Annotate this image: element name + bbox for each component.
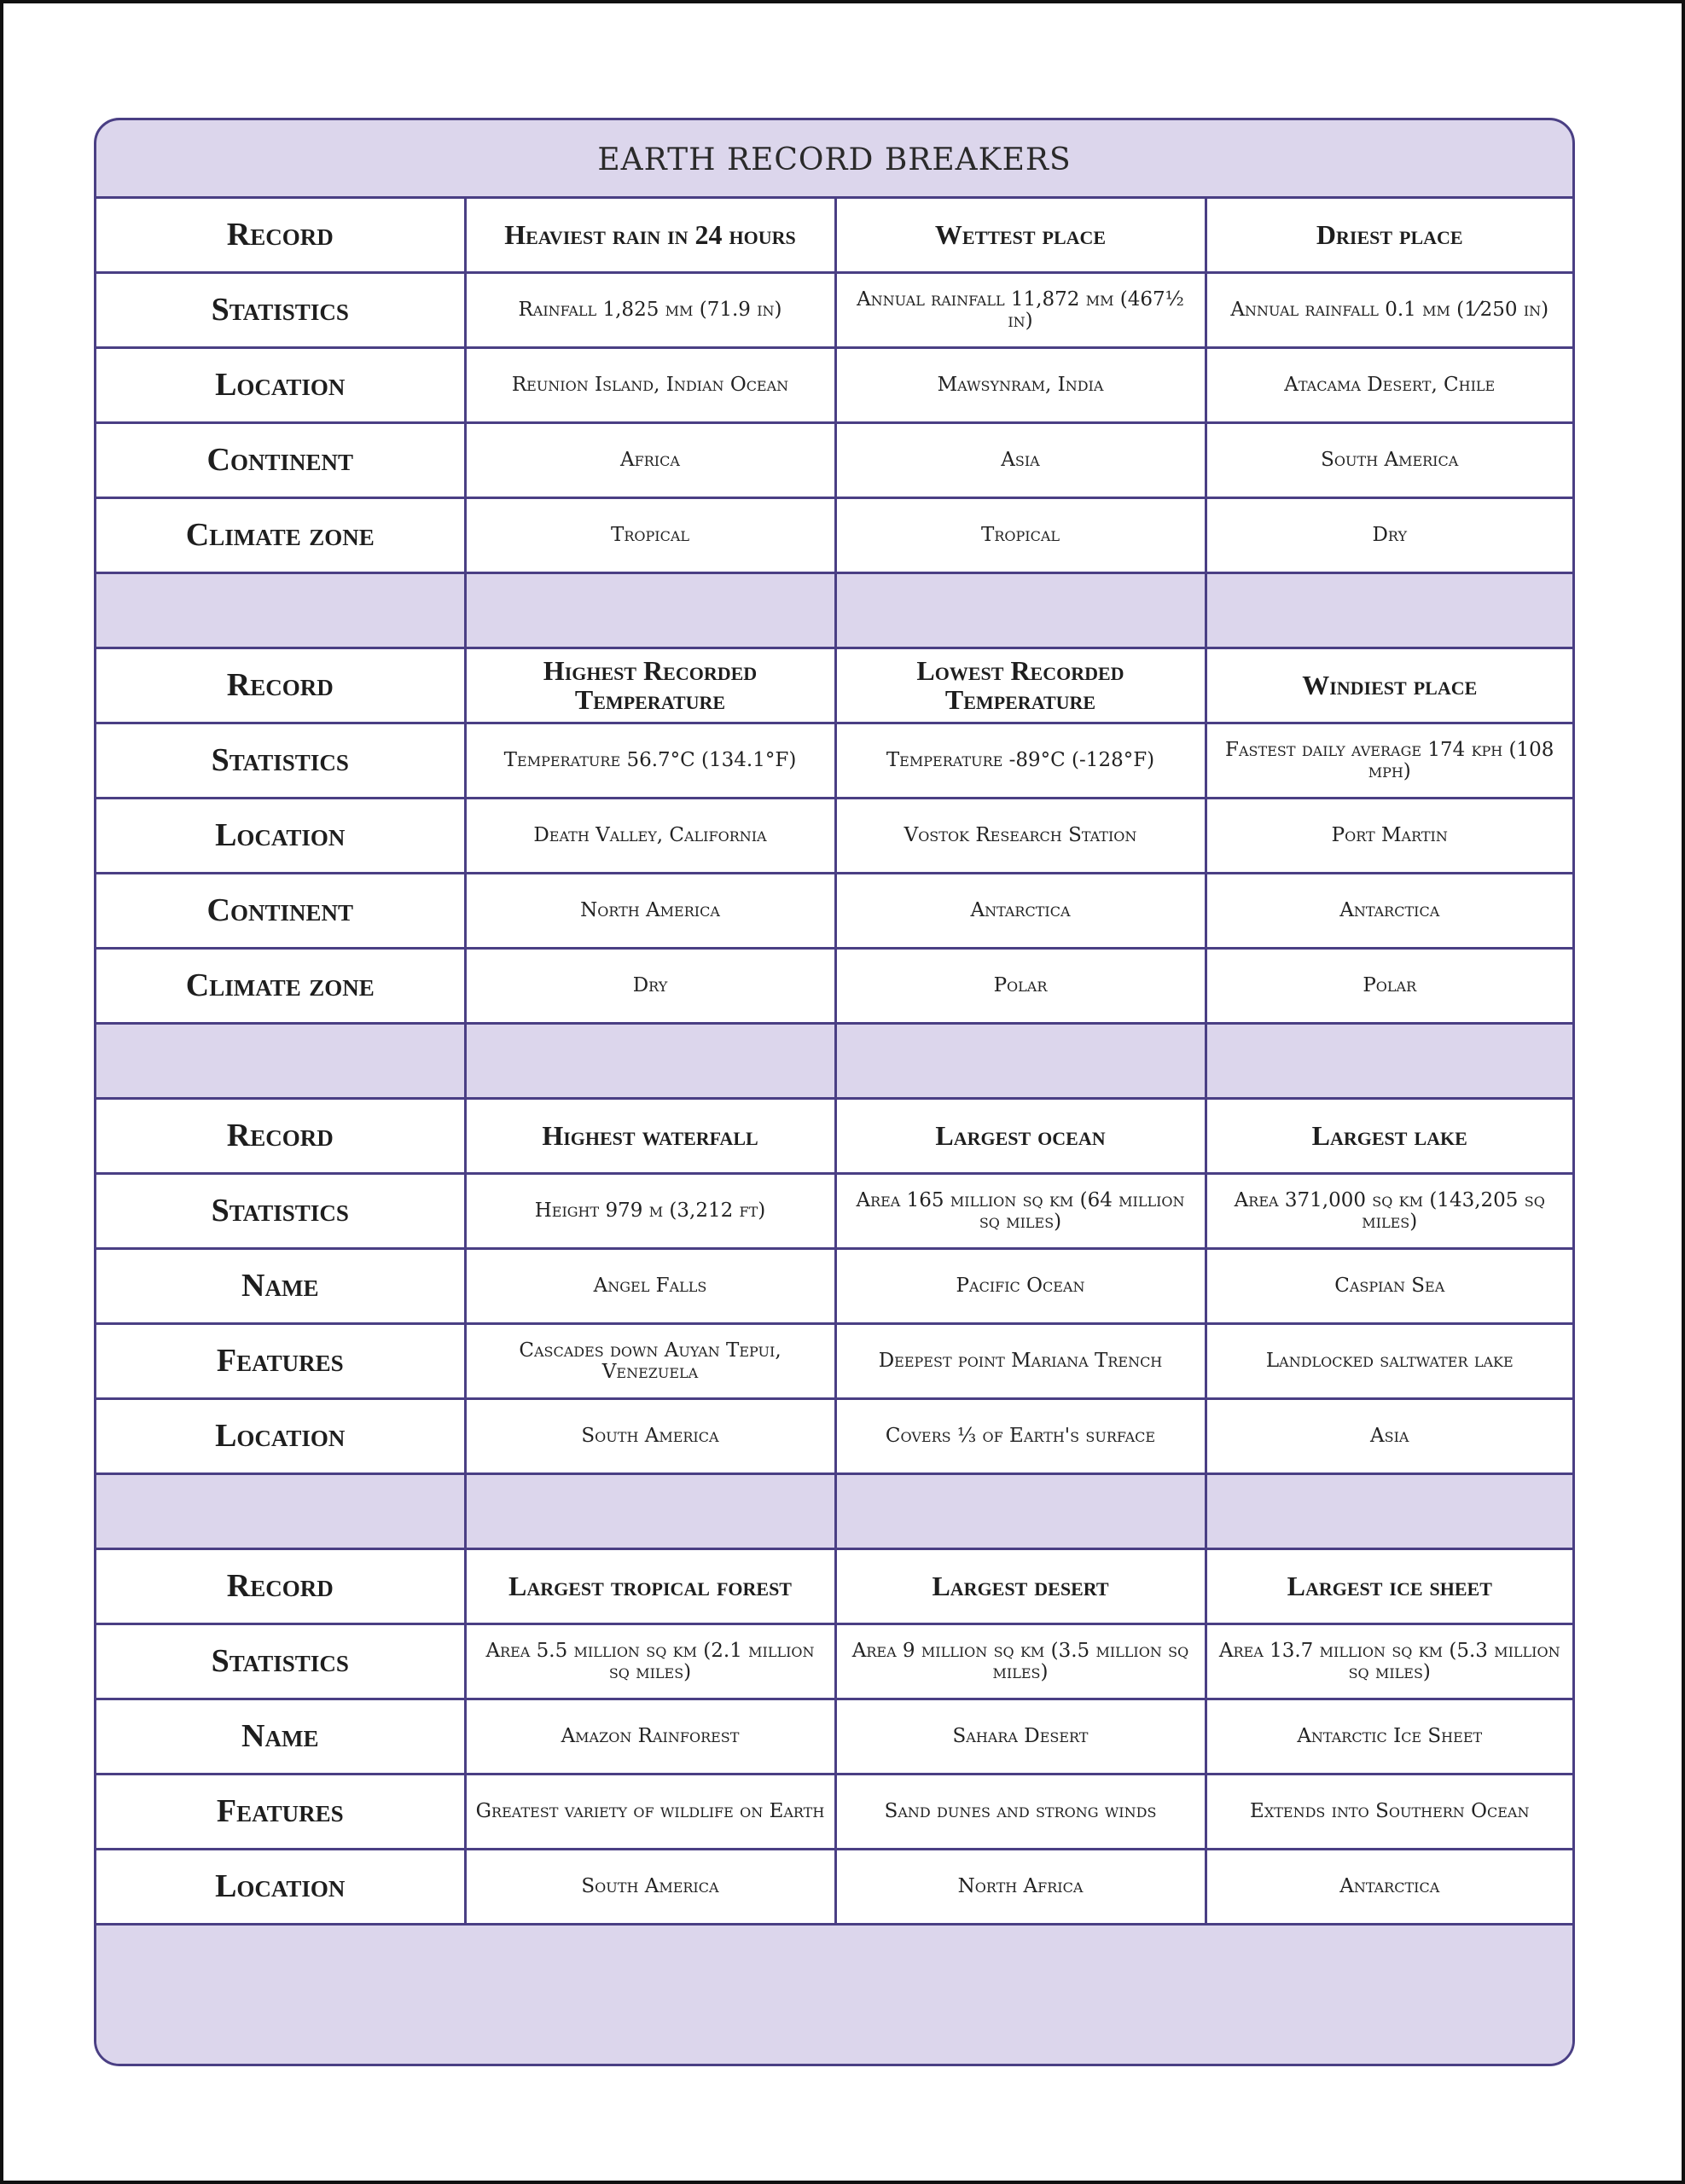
table-cell: Temperature -89°C (-128°F) (835, 723, 1206, 799)
table-row (96, 348, 1572, 423)
table-row (96, 949, 1572, 1024)
spacer-cell (1206, 573, 1572, 648)
record-title-cell: Largest tropical forest (465, 1549, 835, 1624)
row-label: Statistics (96, 1174, 465, 1249)
section-spacer-row (96, 1474, 1572, 1549)
page-title: EARTH RECORD BREAKERS (597, 142, 1072, 177)
table-cell: Deepest point Mariana Trench (835, 1324, 1206, 1399)
table-cell: Vostok Research Station (835, 799, 1206, 874)
table-cell: Temperature 56.7°C (134.1°F) (465, 723, 835, 799)
record-title-cell: Largest ocean (835, 1099, 1206, 1174)
table-cell: Asia (835, 423, 1206, 498)
row-label: Features (96, 1774, 465, 1850)
table-cell: South America (465, 1399, 835, 1474)
row-label: Statistics (96, 1624, 465, 1699)
table-cell: Fastest daily average 174 kph (108 mph) (1206, 723, 1572, 799)
spacer-cell (96, 573, 465, 648)
table-row (96, 1174, 1572, 1249)
table-cell: Death Valley, California (465, 799, 835, 874)
table-row (96, 874, 1572, 949)
records-table-body (96, 198, 1572, 1925)
table-row (96, 1324, 1572, 1399)
table-cell: Dry (465, 949, 835, 1024)
table-row (96, 423, 1572, 498)
row-label: Location (96, 799, 465, 874)
record-title-cell: Lowest Recorded Temperature (835, 648, 1206, 723)
table-cell: North America (465, 874, 835, 949)
table-cell: North Africa (835, 1850, 1206, 1925)
row-label: Statistics (96, 723, 465, 799)
table-cell: Atacama Desert, Chile (1206, 348, 1572, 423)
record-title-cell: Largest lake (1206, 1099, 1572, 1174)
table-cell: Cascades down Auyan Tepui, Venezuela (465, 1324, 835, 1399)
records-table (96, 196, 1572, 1926)
record-header-row (96, 1549, 1572, 1624)
table-cell: Antarctica (1206, 874, 1572, 949)
table-row (96, 799, 1572, 874)
table-cell: Amazon Rainforest (465, 1699, 835, 1774)
table-cell: South America (465, 1850, 835, 1925)
spacer-cell (96, 1024, 465, 1099)
record-title-cell: Heaviest rain in 24 hours (465, 198, 835, 273)
row-label: Location (96, 348, 465, 423)
table-cell: Tropical (465, 498, 835, 573)
record-header-row (96, 198, 1572, 273)
record-header-row (96, 1099, 1572, 1174)
table-cell: Polar (1206, 949, 1572, 1024)
table-cell: Landlocked saltwater lake (1206, 1324, 1572, 1399)
table-cell: Rainfall 1,825 mm (71.9 in) (465, 273, 835, 348)
table-cell: Area 371,000 sq km (143,205 sq miles) (1206, 1174, 1572, 1249)
table-cell: Greatest variety of wildlife on Earth (465, 1774, 835, 1850)
row-label: Features (96, 1324, 465, 1399)
table-row (96, 723, 1572, 799)
table-cell: Area 13.7 million sq km (5.3 million sq miles) (1206, 1624, 1572, 1699)
table-cell: Dry (1206, 498, 1572, 573)
table-cell: Area 165 million sq km (64 million sq miles) (835, 1174, 1206, 1249)
table-cell: Antarctica (835, 874, 1206, 949)
table-cell: Polar (835, 949, 1206, 1024)
spacer-cell (465, 1024, 835, 1099)
row-label: Name (96, 1249, 465, 1324)
table-cell: Africa (465, 423, 835, 498)
table-cell: Area 9 million sq km (3.5 million sq miles) (835, 1624, 1206, 1699)
record-title-cell: Driest place (1206, 198, 1572, 273)
table-cell: Covers ⅓ of Earth's surface (835, 1399, 1206, 1474)
table-cell: Annual rainfall 0.1 mm (1⁄250 in) (1206, 273, 1572, 348)
spacer-cell (835, 573, 1206, 648)
table-cell: Angel Falls (465, 1249, 835, 1324)
record-title-cell: Largest desert (835, 1549, 1206, 1624)
table-cell: Caspian Sea (1206, 1249, 1572, 1324)
table-row (96, 1850, 1572, 1925)
records-card (94, 118, 1575, 2066)
row-label: Record (96, 648, 465, 723)
spacer-cell (835, 1474, 1206, 1549)
record-title-cell: Highest waterfall (465, 1099, 835, 1174)
table-cell: South America (1206, 423, 1572, 498)
row-label: Statistics (96, 273, 465, 348)
table-cell: Antarctic Ice Sheet (1206, 1699, 1572, 1774)
row-label: Continent (96, 874, 465, 949)
row-label: Climate zone (96, 949, 465, 1024)
row-label: Continent (96, 423, 465, 498)
row-label: Location (96, 1399, 465, 1474)
table-cell: Sand dunes and strong winds (835, 1774, 1206, 1850)
row-label: Record (96, 198, 465, 273)
table-cell: Height 979 m (3,212 ft) (465, 1174, 835, 1249)
table-row (96, 273, 1572, 348)
table-cell: Asia (1206, 1399, 1572, 1474)
row-label: Climate zone (96, 498, 465, 573)
table-row (96, 1399, 1572, 1474)
row-label: Name (96, 1699, 465, 1774)
table-row (96, 1249, 1572, 1324)
row-label: Location (96, 1850, 465, 1925)
spacer-cell (835, 1024, 1206, 1099)
table-row (96, 1624, 1572, 1699)
spacer-cell (96, 1474, 465, 1549)
spacer-cell (465, 1474, 835, 1549)
table-row (96, 1699, 1572, 1774)
table-cell: Port Martin (1206, 799, 1572, 874)
record-title-cell: Windiest place (1206, 648, 1572, 723)
table-cell: Annual rainfall 11,872 mm (467½ in) (835, 273, 1206, 348)
table-cell: Mawsynram, India (835, 348, 1206, 423)
spacer-cell (1206, 1474, 1572, 1549)
table-row (96, 1774, 1572, 1850)
table-cell: Pacific Ocean (835, 1249, 1206, 1324)
bottom-band (96, 1992, 1572, 2064)
title-bar (96, 120, 1572, 199)
record-title-cell: Highest Recorded Temperature (465, 648, 835, 723)
section-spacer-row (96, 573, 1572, 648)
table-cell: Area 5.5 million sq km (2.1 million sq miles) (465, 1624, 835, 1699)
section-spacer-row (96, 1024, 1572, 1099)
table-cell: Extends into Southern Ocean (1206, 1774, 1572, 1850)
table-cell: Tropical (835, 498, 1206, 573)
record-title-cell: Largest ice sheet (1206, 1549, 1572, 1624)
table-row (96, 498, 1572, 573)
row-label: Record (96, 1099, 465, 1174)
table-cell: Antarctica (1206, 1850, 1572, 1925)
table-cell: Reunion Island, Indian Ocean (465, 348, 835, 423)
row-label: Record (96, 1549, 465, 1624)
table-cell: Sahara Desert (835, 1699, 1206, 1774)
record-header-row (96, 648, 1572, 723)
spacer-cell (1206, 1024, 1572, 1099)
record-title-cell: Wettest place (835, 198, 1206, 273)
spacer-cell (465, 573, 835, 648)
